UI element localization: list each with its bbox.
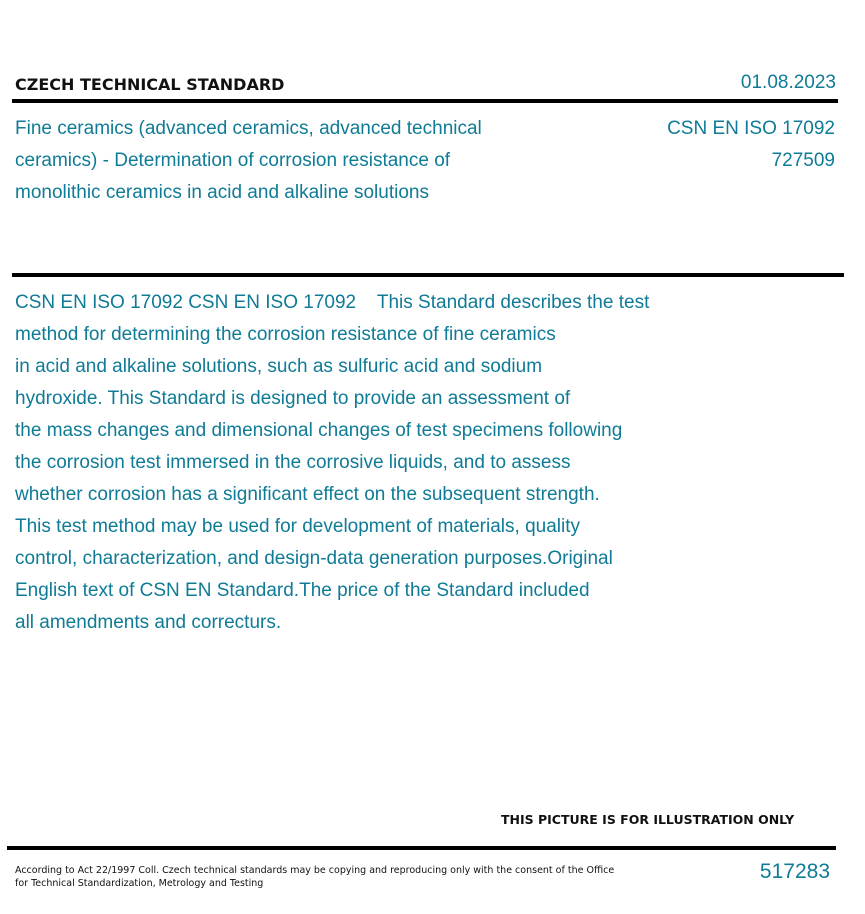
standard-title-line: Fine ceramics (advanced ceramics, advanced technical (15, 118, 482, 139)
catalog-number: 517283 (759, 860, 830, 883)
standard-title-line: monolithic ceramics in acid and alkaline solutions (15, 182, 429, 203)
classification-number: 727509 (771, 150, 835, 171)
standard-code: CSN EN ISO 17092 (667, 118, 835, 139)
description-line: English text of CSN EN Standard.The price of the Standard included (15, 580, 590, 601)
description-line: This test method may be used for development of materials, quality (15, 516, 580, 537)
description-line: CSN EN ISO 17092 CSN EN ISO 17092 This Standard describes the test (15, 292, 650, 313)
legal-notice-line: According to Act 22/1997 Coll. Czech technical standards may be copying and reproducing only with the consent of the Office (15, 865, 615, 876)
description-line: the corrosion test immersed in the corrosive liquids, and to assess (15, 452, 571, 473)
section-divider (12, 273, 844, 277)
standard-description (15, 287, 785, 639)
header-divider (12, 99, 838, 103)
footer-divider (7, 846, 836, 850)
standard-title-line: ceramics) - Determination of corrosion resistance of (15, 150, 451, 171)
description-line: hydroxide. This Standard is designed to provide an assessment of (15, 388, 571, 409)
description-line: control, characterization, and design-data generation purposes.Original (15, 548, 613, 569)
standard-identifiers (667, 113, 835, 177)
description-line: in acid and alkaline solutions, such as sulfuric acid and sodium (15, 356, 543, 377)
description-line: the mass changes and dimensional changes of test specimens following (15, 420, 623, 441)
issue-date: 01.08.2023 (740, 72, 836, 93)
legal-notice (15, 864, 615, 890)
legal-notice-line: for Technical Standardization, Metrology and Testing (15, 878, 264, 889)
illustration-disclaimer: THIS PICTURE IS FOR ILLUSTRATION ONLY (501, 812, 795, 827)
description-line: all amendments and correcturs. (15, 612, 282, 633)
description-line: whether corrosion has a significant effect on the subsequent strength. (15, 484, 600, 505)
document-type-label: CZECH TECHNICAL STANDARD (15, 75, 285, 94)
standard-title (15, 113, 575, 209)
description-line: method for determining the corrosion resistance of fine ceramics (15, 324, 556, 345)
